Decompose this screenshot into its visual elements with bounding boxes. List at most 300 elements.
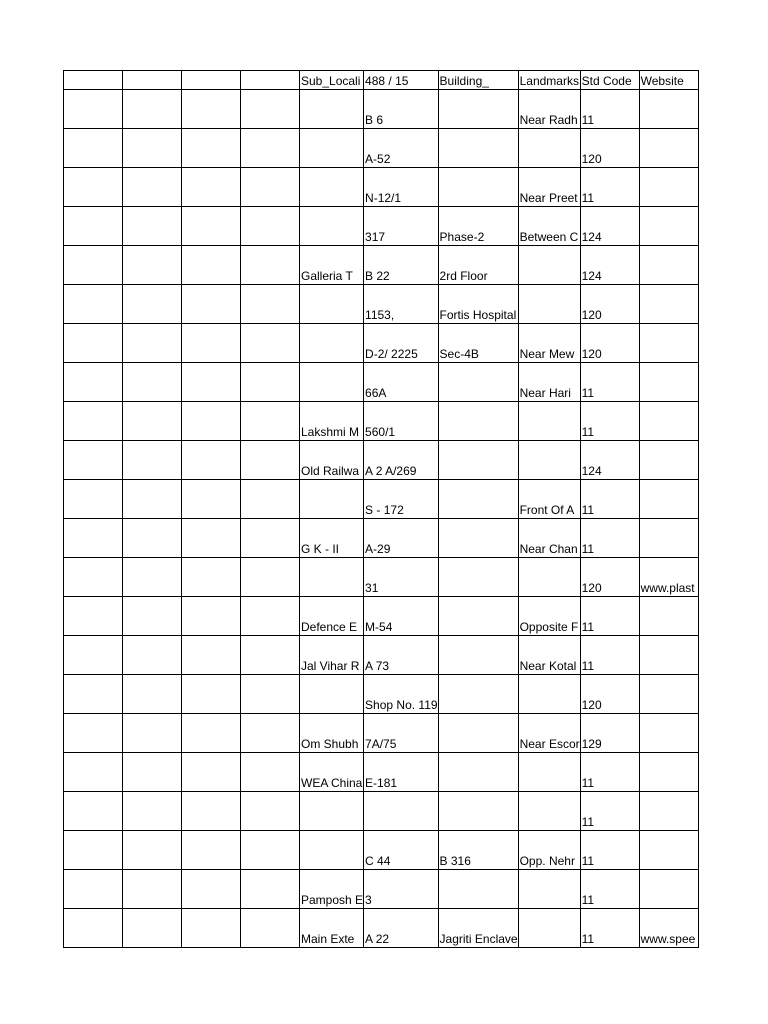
building-cell[interactable] [438,441,518,480]
address-number-cell[interactable] [364,909,439,948]
landmarks-text: Front Of A [519,503,575,517]
col-a-cell[interactable] [64,792,123,831]
sub-locality-cell[interactable] [300,363,364,402]
col-b-cell[interactable] [123,831,182,870]
address-number-cell[interactable] [364,831,439,870]
std-code-cell[interactable] [580,792,639,831]
address-number-cell[interactable] [364,90,439,129]
website-cell[interactable] [639,792,698,831]
address-number-cell[interactable] [364,71,439,90]
col-c-cell[interactable] [182,246,241,285]
col-b-cell[interactable] [123,441,182,480]
building-cell[interactable] [438,363,518,402]
landmarks-cell[interactable] [518,597,580,636]
address-number-text: 3 [365,893,372,907]
col-a-cell[interactable] [64,558,123,597]
website-cell[interactable] [639,636,698,675]
table-row [64,363,699,402]
col-b-cell[interactable] [123,714,182,753]
table-row [64,207,699,246]
landmarks-cell[interactable] [518,909,580,948]
table-row [64,324,699,363]
col-a-cell[interactable] [64,714,123,753]
std-code-cell[interactable] [580,480,639,519]
col-d-cell[interactable] [241,441,300,480]
col-b-cell[interactable] [123,129,182,168]
sub-locality-cell[interactable] [300,714,364,753]
building-text: Sec-4B [439,347,479,361]
address-number-cell[interactable] [364,597,439,636]
landmarks-cell[interactable] [518,675,580,714]
website-cell[interactable] [639,168,698,207]
table-row [64,909,699,948]
landmarks-cell[interactable] [518,831,580,870]
address-number-cell[interactable] [364,792,439,831]
col-d-cell[interactable] [241,363,300,402]
col-d-cell[interactable] [241,558,300,597]
table-row [64,558,699,597]
address-number-cell[interactable] [364,675,439,714]
website-cell[interactable] [639,870,698,909]
std-code-cell[interactable] [580,324,639,363]
sub-locality-text: Pamposh E [301,893,364,907]
website-cell[interactable] [639,71,698,90]
building-text: Fortis Hospital [439,308,517,322]
col-a-cell[interactable] [64,363,123,402]
sub-locality-cell[interactable] [300,168,364,207]
col-d-cell[interactable] [241,753,300,792]
col-d-cell[interactable] [241,480,300,519]
col-b-cell[interactable] [123,324,182,363]
sub-locality-cell[interactable] [300,909,364,948]
building-cell[interactable] [438,753,518,792]
landmarks-text: Opp. Nehr [519,854,575,868]
col-d-cell[interactable] [241,870,300,909]
col-d-cell[interactable] [241,831,300,870]
col-b-cell[interactable] [123,870,182,909]
address-number-text: E-181 [365,776,398,790]
website-cell[interactable] [639,285,698,324]
std-code-cell[interactable] [580,168,639,207]
landmarks-cell[interactable] [518,558,580,597]
std-code-text: 11 [581,542,595,556]
landmarks-cell[interactable] [518,870,580,909]
table-row [64,402,699,441]
building-cell[interactable] [438,324,518,363]
sub-locality-cell[interactable] [300,519,364,558]
col-b-cell[interactable] [123,480,182,519]
sub-locality-cell[interactable] [300,792,364,831]
col-d-cell[interactable] [241,675,300,714]
std-code-cell[interactable] [580,246,639,285]
landmarks-cell[interactable] [518,324,580,363]
table-row [64,636,699,675]
std-code-cell[interactable] [580,441,639,480]
std-code-cell[interactable] [580,71,639,90]
std-code-text: 11 [581,620,595,634]
address-number-cell[interactable] [364,441,439,480]
std-code-text: 124 [581,230,602,244]
col-c-cell[interactable] [182,168,241,207]
sub-locality-cell[interactable] [300,753,364,792]
landmarks-text: Between C [519,230,579,244]
building-cell[interactable] [438,480,518,519]
website-cell[interactable] [639,129,698,168]
col-a-cell[interactable] [64,831,123,870]
col-d-cell[interactable] [241,90,300,129]
sub-locality-text: Defence E [301,620,358,634]
address-number-text: C 44 [365,854,391,868]
sub-locality-text: Sub_Locali [301,74,361,88]
std-code-cell[interactable] [580,831,639,870]
col-d-cell[interactable] [241,207,300,246]
std-code-text: 11 [581,503,595,517]
website-text: www.spee [640,932,696,946]
std-code-text: 11 [581,932,595,946]
table-row [64,246,699,285]
landmarks-cell[interactable] [518,753,580,792]
col-a-cell[interactable] [64,480,123,519]
std-code-cell[interactable] [580,597,639,636]
sub-locality-text: Old Railwa [301,464,360,478]
sub-locality-text: Om Shubh [301,737,359,751]
address-number-cell[interactable] [364,480,439,519]
address-number-cell[interactable] [364,246,439,285]
col-a-cell[interactable] [64,207,123,246]
std-code-cell[interactable] [580,636,639,675]
landmarks-cell[interactable] [518,363,580,402]
website-cell[interactable] [639,714,698,753]
std-code-cell[interactable] [580,519,639,558]
std-code-cell[interactable] [580,129,639,168]
website-cell[interactable] [639,363,698,402]
col-d-cell[interactable] [241,597,300,636]
website-cell[interactable] [639,207,698,246]
landmarks-cell[interactable] [518,168,580,207]
std-code-text: 11 [581,659,595,673]
sub-locality-text: Main Exte [301,932,355,946]
col-a-cell[interactable] [64,402,123,441]
col-c-cell[interactable] [182,129,241,168]
col-d-cell[interactable] [241,402,300,441]
std-code-cell[interactable] [580,90,639,129]
website-cell[interactable] [639,753,698,792]
col-a-cell[interactable] [64,675,123,714]
col-b-cell[interactable] [123,207,182,246]
col-c-cell[interactable] [182,792,241,831]
col-c-cell[interactable] [182,441,241,480]
landmarks-cell[interactable] [518,636,580,675]
sub-locality-text: Lakshmi M [301,425,360,439]
website-text: Website [640,74,684,88]
building-cell[interactable] [438,714,518,753]
website-cell[interactable] [639,675,698,714]
landmarks-cell[interactable] [518,792,580,831]
col-b-cell[interactable] [123,558,182,597]
std-code-text: 120 [581,308,602,322]
std-code-cell[interactable] [580,207,639,246]
col-d-cell[interactable] [241,246,300,285]
address-number-text: 7A/75 [365,737,397,751]
landmarks-cell[interactable] [518,714,580,753]
col-a-cell[interactable] [64,285,123,324]
col-c-cell[interactable] [182,71,241,90]
col-a-cell[interactable] [64,753,123,792]
sub-locality-cell[interactable] [300,870,364,909]
building-cell[interactable] [438,909,518,948]
building-cell[interactable] [438,636,518,675]
building-cell[interactable] [438,90,518,129]
website-cell[interactable] [639,597,698,636]
std-code-text: 120 [581,347,602,361]
building-cell[interactable] [438,402,518,441]
table-row [64,753,699,792]
website-cell[interactable] [639,909,698,948]
sub-locality-cell[interactable] [300,597,364,636]
building-text: B 316 [439,854,471,868]
landmarks-cell[interactable] [518,519,580,558]
col-d-cell[interactable] [241,714,300,753]
col-b-cell[interactable] [123,285,182,324]
col-c-cell[interactable] [182,519,241,558]
website-cell[interactable] [639,441,698,480]
std-code-cell[interactable] [580,753,639,792]
col-a-cell[interactable] [64,168,123,207]
col-a-cell[interactable] [64,90,123,129]
building-cell[interactable] [438,519,518,558]
landmarks-cell[interactable] [518,207,580,246]
sub-locality-cell[interactable] [300,831,364,870]
building-cell[interactable] [438,285,518,324]
col-d-cell[interactable] [241,71,300,90]
website-cell[interactable] [639,558,698,597]
std-code-cell[interactable] [580,558,639,597]
col-b-cell[interactable] [123,168,182,207]
col-c-cell[interactable] [182,285,241,324]
address-number-cell[interactable] [364,558,439,597]
website-cell[interactable] [639,402,698,441]
landmarks-cell[interactable] [518,71,580,90]
col-b-cell[interactable] [123,792,182,831]
address-number-text: Shop No. 119 [365,698,438,712]
address-number-cell[interactable] [364,519,439,558]
col-c-cell[interactable] [182,324,241,363]
table-row [64,714,699,753]
std-code-cell[interactable] [580,870,639,909]
landmarks-text: Landmarks [519,74,579,88]
col-c-cell[interactable] [182,90,241,129]
sub-locality-cell[interactable] [300,558,364,597]
col-d-cell[interactable] [241,324,300,363]
table-row [64,519,699,558]
col-b-cell[interactable] [123,675,182,714]
website-cell[interactable] [639,90,698,129]
col-b-cell[interactable] [123,71,182,90]
col-c-cell[interactable] [182,597,241,636]
address-number-text: A 22 [365,932,390,946]
header-row [64,71,699,90]
address-number-cell[interactable] [364,285,439,324]
std-code-text: 124 [581,269,602,283]
col-c-cell[interactable] [182,402,241,441]
website-cell[interactable] [639,480,698,519]
col-d-cell[interactable] [241,792,300,831]
std-code-text: 11 [581,191,595,205]
col-b-cell[interactable] [123,402,182,441]
building-text: Jagriti Enclave [439,932,518,946]
building-cell[interactable] [438,246,518,285]
sub-locality-text: G K - II [301,542,340,556]
col-a-cell[interactable] [64,129,123,168]
address-number-cell[interactable] [364,870,439,909]
sub-locality-text: Galleria T [301,269,353,283]
address-number-text: S - 172 [365,503,404,517]
building-cell[interactable] [438,558,518,597]
sub-locality-cell[interactable] [300,441,364,480]
col-b-cell[interactable] [123,636,182,675]
std-code-cell[interactable] [580,363,639,402]
col-b-cell[interactable] [123,90,182,129]
sub-locality-cell[interactable] [300,246,364,285]
col-c-cell[interactable] [182,675,241,714]
address-number-cell[interactable] [364,324,439,363]
col-a-cell[interactable] [64,519,123,558]
std-code-text: Std Code [581,74,632,88]
col-a-cell[interactable] [64,324,123,363]
col-c-cell[interactable] [182,636,241,675]
building-cell[interactable] [438,675,518,714]
building-cell[interactable] [438,597,518,636]
building-cell[interactable] [438,870,518,909]
landmarks-text: Near Preet [519,191,578,205]
col-a-cell[interactable] [64,246,123,285]
std-code-cell[interactable] [580,714,639,753]
col-a-cell[interactable] [64,597,123,636]
col-b-cell[interactable] [123,753,182,792]
col-c-cell[interactable] [182,714,241,753]
sub-locality-cell[interactable] [300,207,364,246]
std-code-text: 11 [581,113,595,127]
sub-locality-cell[interactable] [300,480,364,519]
building-cell[interactable] [438,71,518,90]
landmarks-cell[interactable] [518,90,580,129]
landmarks-text: Opposite F [519,620,579,634]
col-b-cell[interactable] [123,246,182,285]
std-code-text: 120 [581,698,602,712]
table-row [64,441,699,480]
std-code-text: 120 [581,581,602,595]
col-d-cell[interactable] [241,168,300,207]
table-row [64,831,699,870]
landmarks-cell[interactable] [518,129,580,168]
website-cell[interactable] [639,519,698,558]
col-b-cell[interactable] [123,909,182,948]
col-c-cell[interactable] [182,870,241,909]
website-cell[interactable] [639,324,698,363]
table-row [64,285,699,324]
std-code-cell[interactable] [580,909,639,948]
landmarks-cell[interactable] [518,480,580,519]
address-number-cell[interactable] [364,402,439,441]
col-b-cell[interactable] [123,363,182,402]
table-row [64,870,699,909]
address-number-cell[interactable] [364,129,439,168]
std-code-text: 11 [581,815,595,829]
address-number-text: A 2 A/269 [365,464,417,478]
address-number-cell[interactable] [364,168,439,207]
std-code-cell[interactable] [580,285,639,324]
col-a-cell[interactable] [64,441,123,480]
building-text: Phase-2 [439,230,485,244]
sub-locality-cell[interactable] [300,636,364,675]
sub-locality-cell[interactable] [300,675,364,714]
col-d-cell[interactable] [241,285,300,324]
building-cell[interactable] [438,207,518,246]
col-c-cell[interactable] [182,909,241,948]
std-code-text: 129 [581,737,602,751]
landmarks-cell[interactable] [518,285,580,324]
col-c-cell[interactable] [182,753,241,792]
building-cell[interactable] [438,129,518,168]
address-number-cell[interactable] [364,714,439,753]
website-cell[interactable] [639,831,698,870]
std-code-text: 11 [581,854,595,868]
landmarks-cell[interactable] [518,402,580,441]
address-number-cell[interactable] [364,753,439,792]
address-number-text: B 6 [365,113,384,127]
sub-locality-cell[interactable] [300,90,364,129]
col-d-cell[interactable] [241,519,300,558]
building-cell[interactable] [438,168,518,207]
website-cell[interactable] [639,246,698,285]
std-code-cell[interactable] [580,675,639,714]
sub-locality-cell[interactable] [300,129,364,168]
col-c-cell[interactable] [182,207,241,246]
col-b-cell[interactable] [123,597,182,636]
sub-locality-cell[interactable] [300,402,364,441]
col-d-cell[interactable] [241,909,300,948]
table-row [64,597,699,636]
col-a-cell[interactable] [64,909,123,948]
col-c-cell[interactable] [182,480,241,519]
address-number-text: 66A [365,386,387,400]
col-c-cell[interactable] [182,831,241,870]
col-d-cell[interactable] [241,129,300,168]
col-c-cell[interactable] [182,558,241,597]
col-a-cell[interactable] [64,71,123,90]
col-b-cell[interactable] [123,519,182,558]
std-code-cell[interactable] [580,402,639,441]
landmarks-cell[interactable] [518,441,580,480]
sub-locality-cell[interactable] [300,71,364,90]
col-a-cell[interactable] [64,870,123,909]
col-d-cell[interactable] [241,636,300,675]
address-number-cell[interactable] [364,636,439,675]
std-code-text: 120 [581,152,602,166]
sub-locality-cell[interactable] [300,324,364,363]
landmarks-cell[interactable] [518,246,580,285]
address-number-cell[interactable] [364,363,439,402]
col-c-cell[interactable] [182,363,241,402]
building-cell[interactable] [438,831,518,870]
address-number-cell[interactable] [364,207,439,246]
address-number-text: B 22 [365,269,390,283]
building-cell[interactable] [438,792,518,831]
std-code-text: 11 [581,776,595,790]
address-number-text: 1153, [365,308,395,322]
col-a-cell[interactable] [64,636,123,675]
sub-locality-cell[interactable] [300,285,364,324]
